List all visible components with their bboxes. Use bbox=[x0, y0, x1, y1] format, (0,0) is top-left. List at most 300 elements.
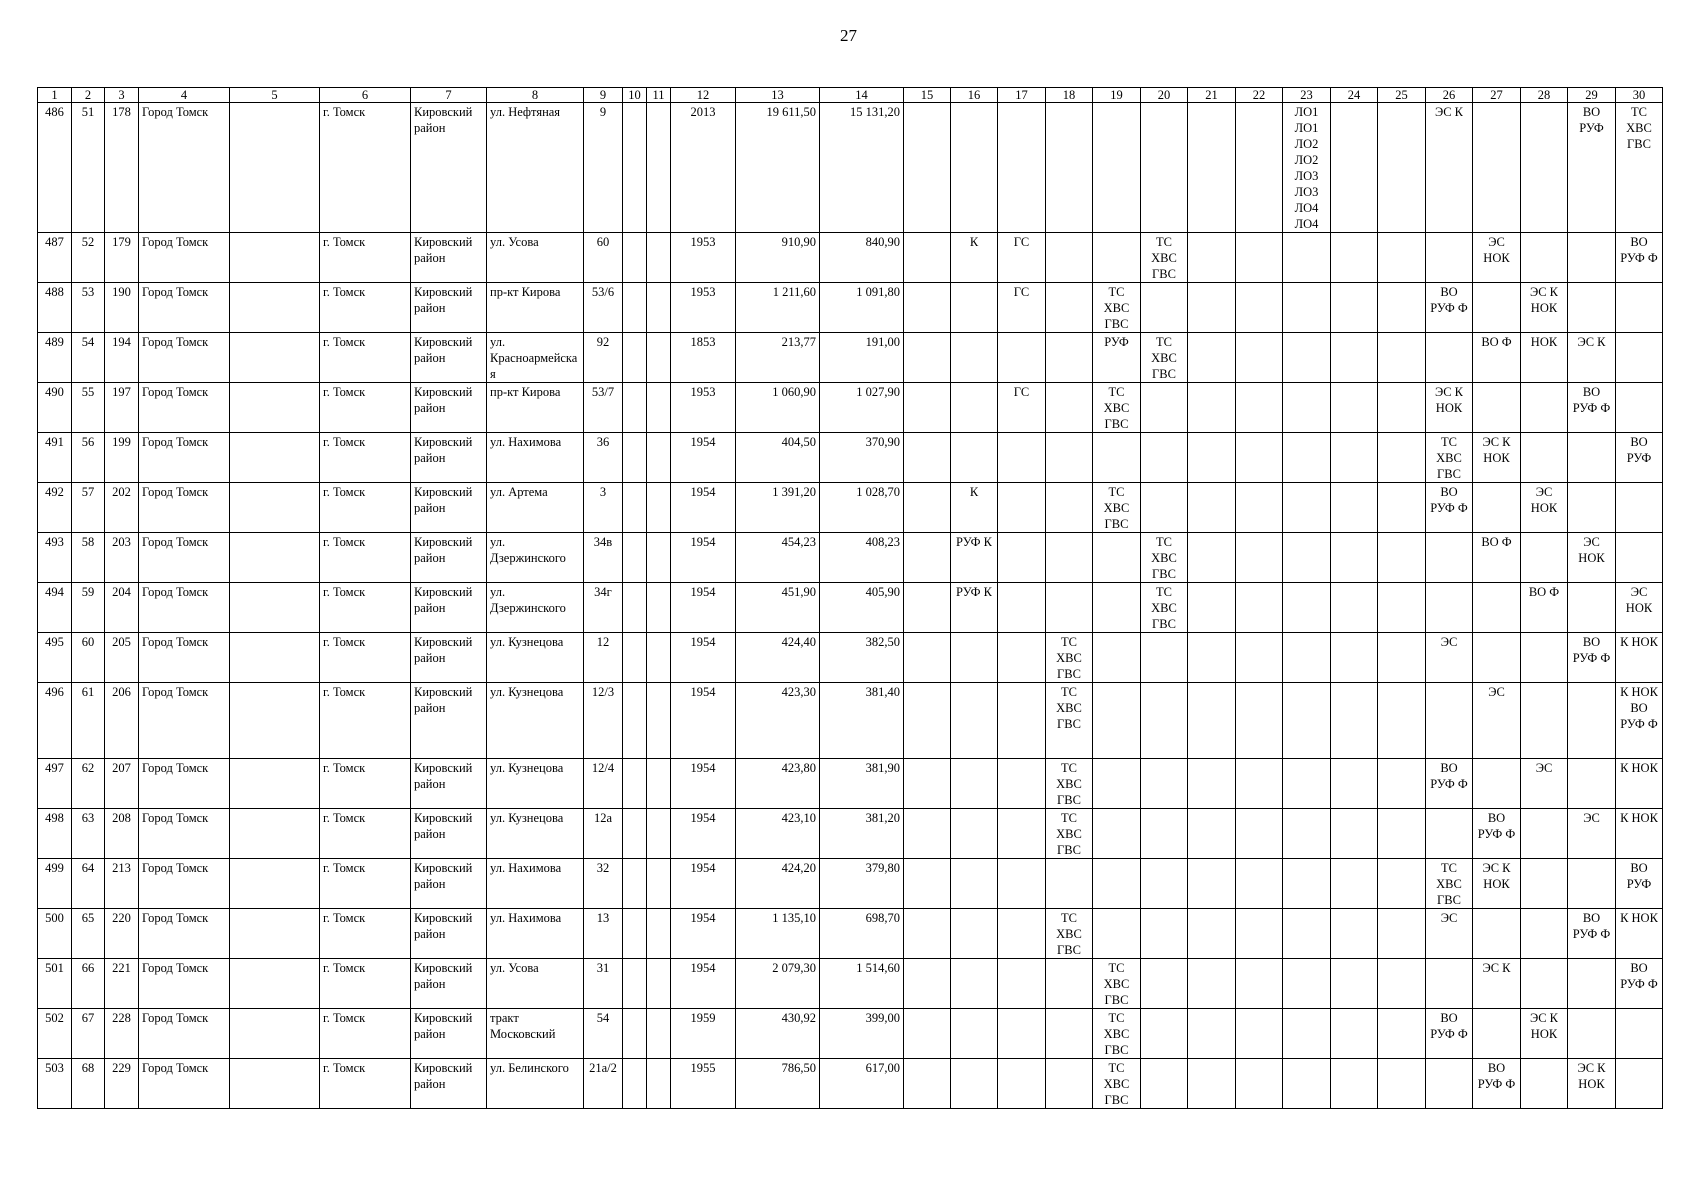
table-cell bbox=[1236, 1059, 1283, 1109]
column-header: 6 bbox=[320, 88, 411, 103]
table-row bbox=[38, 959, 1663, 1009]
table-row bbox=[38, 1059, 1663, 1109]
table-cell: г. Томск bbox=[320, 233, 411, 283]
table-row bbox=[38, 633, 1663, 683]
table-cell bbox=[904, 283, 951, 333]
table-cell: 1953 bbox=[671, 383, 736, 433]
table-cell bbox=[1616, 533, 1663, 583]
table-cell: ЭС К bbox=[1426, 103, 1473, 233]
table-cell bbox=[230, 433, 320, 483]
table-cell bbox=[1331, 483, 1378, 533]
table-cell bbox=[647, 633, 671, 683]
table-cell bbox=[1568, 859, 1616, 909]
table-cell: ЭС НОК bbox=[1616, 583, 1663, 633]
table-cell bbox=[647, 1059, 671, 1109]
table-cell bbox=[1236, 233, 1283, 283]
table-cell: ВО РУФ Ф bbox=[1568, 909, 1616, 959]
table-cell: г. Томск bbox=[320, 633, 411, 683]
table-cell bbox=[1093, 683, 1141, 759]
table-cell: Город Томск bbox=[139, 433, 230, 483]
table-cell bbox=[1093, 859, 1141, 909]
table-cell bbox=[1188, 103, 1236, 233]
table-cell: 497 bbox=[38, 759, 72, 809]
table-cell bbox=[1473, 103, 1521, 233]
table-cell: 203 bbox=[105, 533, 139, 583]
table-cell bbox=[623, 103, 647, 233]
table-cell bbox=[647, 483, 671, 533]
table-cell bbox=[1141, 283, 1188, 333]
table-cell bbox=[1236, 103, 1283, 233]
table-cell: 1954 bbox=[671, 633, 736, 683]
table-cell bbox=[998, 1009, 1046, 1059]
table-cell: 423,30 bbox=[736, 683, 820, 759]
table-cell: 31 bbox=[584, 959, 623, 1009]
table-cell: 12 bbox=[584, 633, 623, 683]
table-cell bbox=[904, 233, 951, 283]
table-cell bbox=[1141, 859, 1188, 909]
table-cell: 213,77 bbox=[736, 333, 820, 383]
table-cell bbox=[647, 959, 671, 1009]
table-cell bbox=[998, 533, 1046, 583]
table-cell bbox=[1568, 959, 1616, 1009]
table-cell bbox=[1188, 1009, 1236, 1059]
column-header: 3 bbox=[105, 88, 139, 103]
table-cell bbox=[1093, 103, 1141, 233]
table-cell bbox=[998, 909, 1046, 959]
table-cell: 66 bbox=[72, 959, 105, 1009]
table-cell: ЭС К bbox=[1473, 959, 1521, 1009]
table-cell: 208 bbox=[105, 809, 139, 859]
table-cell bbox=[1188, 1059, 1236, 1109]
table-cell bbox=[1188, 533, 1236, 583]
table-cell bbox=[647, 383, 671, 433]
table-cell: ЭС bbox=[1473, 683, 1521, 759]
table-cell bbox=[1331, 1009, 1378, 1059]
table-cell: 454,23 bbox=[736, 533, 820, 583]
table-cell bbox=[1236, 283, 1283, 333]
table-cell: ул. Красноармейская bbox=[487, 333, 584, 383]
table-cell bbox=[1521, 233, 1568, 283]
table-cell: 496 bbox=[38, 683, 72, 759]
table-cell: РУФ bbox=[1093, 333, 1141, 383]
table-cell: 2013 bbox=[671, 103, 736, 233]
table-cell bbox=[1378, 809, 1426, 859]
table-cell bbox=[1283, 959, 1331, 1009]
column-header: 14 bbox=[820, 88, 904, 103]
table-cell bbox=[1378, 959, 1426, 1009]
table-cell: ул. Усова bbox=[487, 233, 584, 283]
table-cell: 194 bbox=[105, 333, 139, 383]
table-cell bbox=[1093, 583, 1141, 633]
table-cell: 424,40 bbox=[736, 633, 820, 683]
table-cell bbox=[230, 1009, 320, 1059]
column-header: 11 bbox=[647, 88, 671, 103]
table-cell: 61 bbox=[72, 683, 105, 759]
table-cell bbox=[951, 283, 998, 333]
table-cell bbox=[951, 1009, 998, 1059]
table-cell bbox=[1568, 583, 1616, 633]
table-cell: Кировский район bbox=[411, 233, 487, 283]
table-cell: г. Томск bbox=[320, 683, 411, 759]
table-cell: 1 514,60 bbox=[820, 959, 904, 1009]
table-cell: ЭС К НОК bbox=[1473, 859, 1521, 909]
table-cell: ул. Артема bbox=[487, 483, 584, 533]
table-cell bbox=[1616, 383, 1663, 433]
table-cell: ВО Ф bbox=[1473, 333, 1521, 383]
table-cell bbox=[1236, 483, 1283, 533]
table-cell bbox=[1283, 383, 1331, 433]
table-cell: 486 bbox=[38, 103, 72, 233]
table-cell bbox=[1378, 859, 1426, 909]
table-cell bbox=[1046, 1059, 1093, 1109]
table-cell: г. Томск bbox=[320, 103, 411, 233]
table-cell bbox=[1473, 759, 1521, 809]
table-cell bbox=[904, 433, 951, 483]
table-cell bbox=[1378, 633, 1426, 683]
table-cell: 381,40 bbox=[820, 683, 904, 759]
table-cell: 1 211,60 bbox=[736, 283, 820, 333]
table-cell bbox=[1046, 1009, 1093, 1059]
table-cell: Кировский район bbox=[411, 1009, 487, 1059]
table-cell: 58 bbox=[72, 533, 105, 583]
table-cell bbox=[1283, 683, 1331, 759]
table-cell: ЭС bbox=[1426, 909, 1473, 959]
table-cell: ул. Нахимова bbox=[487, 859, 584, 909]
table-cell bbox=[647, 333, 671, 383]
table-cell bbox=[623, 533, 647, 583]
table-cell bbox=[1378, 383, 1426, 433]
table-cell: 1953 bbox=[671, 233, 736, 283]
table-cell bbox=[1473, 383, 1521, 433]
table-cell: 202 bbox=[105, 483, 139, 533]
table-cell bbox=[1426, 333, 1473, 383]
table-cell: 3 bbox=[584, 483, 623, 533]
table-cell: г. Томск bbox=[320, 809, 411, 859]
table-cell bbox=[1188, 633, 1236, 683]
table-cell: Город Томск bbox=[139, 959, 230, 1009]
table-cell: ВО РУФ Ф bbox=[1426, 1009, 1473, 1059]
table-cell bbox=[1283, 533, 1331, 583]
table-row bbox=[38, 1009, 1663, 1059]
table-cell bbox=[1473, 583, 1521, 633]
table-cell bbox=[1378, 759, 1426, 809]
table-cell: 1 391,20 bbox=[736, 483, 820, 533]
table-cell: ТС ХВС ГВС bbox=[1141, 233, 1188, 283]
table-cell: ГС bbox=[998, 283, 1046, 333]
table-cell: Кировский район bbox=[411, 333, 487, 383]
table-cell bbox=[1521, 959, 1568, 1009]
table-cell bbox=[1473, 483, 1521, 533]
table-cell: Кировский район bbox=[411, 633, 487, 683]
table-cell: 52 bbox=[72, 233, 105, 283]
table-cell bbox=[904, 759, 951, 809]
table-cell bbox=[1188, 909, 1236, 959]
column-header: 10 bbox=[623, 88, 647, 103]
table-cell: 228 bbox=[105, 1009, 139, 1059]
table-cell bbox=[1141, 683, 1188, 759]
table-cell: 500 bbox=[38, 909, 72, 959]
table-cell bbox=[623, 909, 647, 959]
table-cell: 21а/2 bbox=[584, 1059, 623, 1109]
table-cell bbox=[1378, 533, 1426, 583]
table-cell bbox=[904, 809, 951, 859]
table-cell: К bbox=[951, 233, 998, 283]
table-cell: 56 bbox=[72, 433, 105, 483]
table-cell bbox=[1473, 283, 1521, 333]
table-cell bbox=[1236, 333, 1283, 383]
table-cell bbox=[1141, 433, 1188, 483]
table-cell: 51 bbox=[72, 103, 105, 233]
table-cell: Кировский район bbox=[411, 433, 487, 483]
table-cell bbox=[230, 959, 320, 1009]
column-header: 19 bbox=[1093, 88, 1141, 103]
table-cell: ТС ХВС ГВС bbox=[1616, 103, 1663, 233]
table-cell: Кировский район bbox=[411, 909, 487, 959]
table-cell bbox=[1378, 103, 1426, 233]
table-cell bbox=[647, 683, 671, 759]
table-cell: 54 bbox=[584, 1009, 623, 1059]
table-cell bbox=[1473, 909, 1521, 959]
table-cell bbox=[904, 633, 951, 683]
table-cell: г. Томск bbox=[320, 583, 411, 633]
column-header: 8 bbox=[487, 88, 584, 103]
table-cell: ул. Нефтяная bbox=[487, 103, 584, 233]
table-row bbox=[38, 683, 1663, 759]
table-cell: 179 bbox=[105, 233, 139, 283]
table-cell: Город Томск bbox=[139, 533, 230, 583]
table-cell bbox=[904, 1009, 951, 1059]
table-cell bbox=[1093, 633, 1141, 683]
table-cell bbox=[1046, 103, 1093, 233]
table-cell: Кировский район bbox=[411, 959, 487, 1009]
table-cell: ТС ХВС ГВС bbox=[1141, 583, 1188, 633]
table-cell: Кировский район bbox=[411, 809, 487, 859]
table-cell: Город Томск bbox=[139, 909, 230, 959]
table-cell: ЭС К НОК bbox=[1521, 283, 1568, 333]
table-cell bbox=[1521, 533, 1568, 583]
table-cell: 53/7 bbox=[584, 383, 623, 433]
table-cell: ВО РУФ Ф bbox=[1426, 759, 1473, 809]
table-cell bbox=[230, 333, 320, 383]
table-cell bbox=[1188, 283, 1236, 333]
table-cell bbox=[951, 683, 998, 759]
table-row bbox=[38, 759, 1663, 809]
column-header: 27 bbox=[1473, 88, 1521, 103]
table-cell bbox=[647, 233, 671, 283]
table-cell: 490 bbox=[38, 383, 72, 433]
table-cell: 370,90 bbox=[820, 433, 904, 483]
table-cell bbox=[1188, 433, 1236, 483]
table-cell: ЭС bbox=[1568, 809, 1616, 859]
table-cell: 32 bbox=[584, 859, 623, 909]
table-row bbox=[38, 383, 1663, 433]
table-cell: 229 bbox=[105, 1059, 139, 1109]
table-cell bbox=[1046, 383, 1093, 433]
table-cell bbox=[904, 583, 951, 633]
table-cell: 54 bbox=[72, 333, 105, 383]
table-row bbox=[38, 909, 1663, 959]
column-header: 22 bbox=[1236, 88, 1283, 103]
table-cell bbox=[1331, 959, 1378, 1009]
table-cell: 423,80 bbox=[736, 759, 820, 809]
table-cell: ЭС К НОК bbox=[1521, 1009, 1568, 1059]
table-cell bbox=[623, 1009, 647, 1059]
table-cell: 9 bbox=[584, 103, 623, 233]
table-cell: 206 bbox=[105, 683, 139, 759]
table-cell: Город Томск bbox=[139, 1009, 230, 1059]
table-cell: РУФ К bbox=[951, 533, 998, 583]
table-cell: 910,90 bbox=[736, 233, 820, 283]
column-number-header bbox=[38, 88, 1663, 103]
table-cell bbox=[1283, 633, 1331, 683]
table-cell: 617,00 bbox=[820, 1059, 904, 1109]
table-cell bbox=[1473, 633, 1521, 683]
table-cell: 424,20 bbox=[736, 859, 820, 909]
table-cell: ЭС НОК bbox=[1568, 533, 1616, 583]
table-cell: ТС ХВС ГВС bbox=[1093, 959, 1141, 1009]
table-cell bbox=[1236, 759, 1283, 809]
table-cell: г. Томск bbox=[320, 483, 411, 533]
table-cell: 381,20 bbox=[820, 809, 904, 859]
table-cell: 36 bbox=[584, 433, 623, 483]
table-cell: Кировский район bbox=[411, 859, 487, 909]
table-cell: 501 bbox=[38, 959, 72, 1009]
table-cell: 494 bbox=[38, 583, 72, 633]
table-cell bbox=[1521, 859, 1568, 909]
table-cell bbox=[1426, 1059, 1473, 1109]
table-cell: пр-кт Кирова bbox=[487, 283, 584, 333]
table-cell: ТС ХВС ГВС bbox=[1046, 759, 1093, 809]
table-cell: 1953 bbox=[671, 283, 736, 333]
table-cell: ТС ХВС ГВС bbox=[1046, 633, 1093, 683]
table-cell: Кировский район bbox=[411, 483, 487, 533]
table-cell bbox=[1378, 583, 1426, 633]
column-header: 25 bbox=[1378, 88, 1426, 103]
table-cell bbox=[647, 433, 671, 483]
table-cell: 488 bbox=[38, 283, 72, 333]
table-cell bbox=[1331, 909, 1378, 959]
table-cell bbox=[998, 333, 1046, 383]
table-cell: 1955 bbox=[671, 1059, 736, 1109]
table-cell: ул. Дзержинского bbox=[487, 583, 584, 633]
table-cell: Город Томск bbox=[139, 1059, 230, 1109]
table-cell: г. Томск bbox=[320, 533, 411, 583]
table-cell bbox=[230, 383, 320, 433]
table-cell: 405,90 bbox=[820, 583, 904, 633]
table-cell bbox=[1283, 583, 1331, 633]
table-cell bbox=[623, 809, 647, 859]
page-number: 27 bbox=[840, 26, 857, 45]
table-cell: 502 bbox=[38, 1009, 72, 1059]
table-cell: ЭС К НОК bbox=[1426, 383, 1473, 433]
table-cell: 451,90 bbox=[736, 583, 820, 633]
table-cell bbox=[1236, 683, 1283, 759]
table-cell bbox=[1331, 583, 1378, 633]
table-cell: НОК bbox=[1521, 333, 1568, 383]
table-cell bbox=[647, 909, 671, 959]
table-cell: ул. Нахимова bbox=[487, 909, 584, 959]
table-cell: ЭС bbox=[1426, 633, 1473, 683]
table-cell: Город Томск bbox=[139, 759, 230, 809]
table-cell: ТС ХВС ГВС bbox=[1093, 383, 1141, 433]
table-cell: 62 bbox=[72, 759, 105, 809]
table-cell bbox=[1521, 633, 1568, 683]
table-cell: Кировский район bbox=[411, 383, 487, 433]
table-cell: г. Томск bbox=[320, 909, 411, 959]
table-cell bbox=[1283, 809, 1331, 859]
table-cell bbox=[1236, 809, 1283, 859]
table-cell bbox=[647, 859, 671, 909]
table-cell: 67 bbox=[72, 1009, 105, 1059]
table-cell bbox=[1141, 1009, 1188, 1059]
table-cell bbox=[623, 433, 647, 483]
table-cell bbox=[1236, 1009, 1283, 1059]
table-cell bbox=[1331, 333, 1378, 383]
table-cell: 59 bbox=[72, 583, 105, 633]
table-cell bbox=[1331, 533, 1378, 583]
table-cell: К НОК bbox=[1616, 759, 1663, 809]
table-row bbox=[38, 333, 1663, 383]
table-cell bbox=[1093, 533, 1141, 583]
table-cell: ВО РУФ Ф bbox=[1426, 483, 1473, 533]
table-cell bbox=[1568, 759, 1616, 809]
table-cell: ВО РУФ bbox=[1568, 103, 1616, 233]
table-cell: Кировский район bbox=[411, 583, 487, 633]
table-cell: 204 bbox=[105, 583, 139, 633]
table-cell: 1954 bbox=[671, 909, 736, 959]
table-cell bbox=[1236, 433, 1283, 483]
table-row bbox=[38, 433, 1663, 483]
table-cell bbox=[1426, 809, 1473, 859]
table-cell: ул. Белинского bbox=[487, 1059, 584, 1109]
table-cell bbox=[1568, 483, 1616, 533]
table-cell: ул. Нахимова bbox=[487, 433, 584, 483]
table-cell: ул. Кузнецова bbox=[487, 633, 584, 683]
table-cell: 53/6 bbox=[584, 283, 623, 333]
table-cell bbox=[230, 859, 320, 909]
table-cell: ЭС НОК bbox=[1473, 233, 1521, 283]
table-cell bbox=[1616, 483, 1663, 533]
table-cell: РУФ К bbox=[951, 583, 998, 633]
table-cell bbox=[1331, 283, 1378, 333]
table-cell: 19 611,50 bbox=[736, 103, 820, 233]
table-cell: Город Томск bbox=[139, 233, 230, 283]
column-header: 1 bbox=[38, 88, 72, 103]
table-cell bbox=[1283, 909, 1331, 959]
table-cell bbox=[230, 283, 320, 333]
column-header: 23 bbox=[1283, 88, 1331, 103]
table-cell: 55 bbox=[72, 383, 105, 433]
table-cell: 220 bbox=[105, 909, 139, 959]
table-cell bbox=[951, 959, 998, 1009]
table-cell bbox=[1283, 759, 1331, 809]
table-cell: 191,00 bbox=[820, 333, 904, 383]
table-cell bbox=[951, 433, 998, 483]
table-cell: К bbox=[951, 483, 998, 533]
table-cell: ул. Кузнецова bbox=[487, 759, 584, 809]
table-cell bbox=[1616, 333, 1663, 383]
table-cell bbox=[1331, 233, 1378, 283]
table-cell: 190 bbox=[105, 283, 139, 333]
table-cell: Город Томск bbox=[139, 383, 230, 433]
table-cell bbox=[1283, 483, 1331, 533]
table-cell bbox=[1378, 483, 1426, 533]
table-cell: 495 bbox=[38, 633, 72, 683]
table-cell: 1954 bbox=[671, 583, 736, 633]
table-cell: Город Томск bbox=[139, 103, 230, 233]
table-cell bbox=[1046, 283, 1093, 333]
table-row bbox=[38, 283, 1663, 333]
